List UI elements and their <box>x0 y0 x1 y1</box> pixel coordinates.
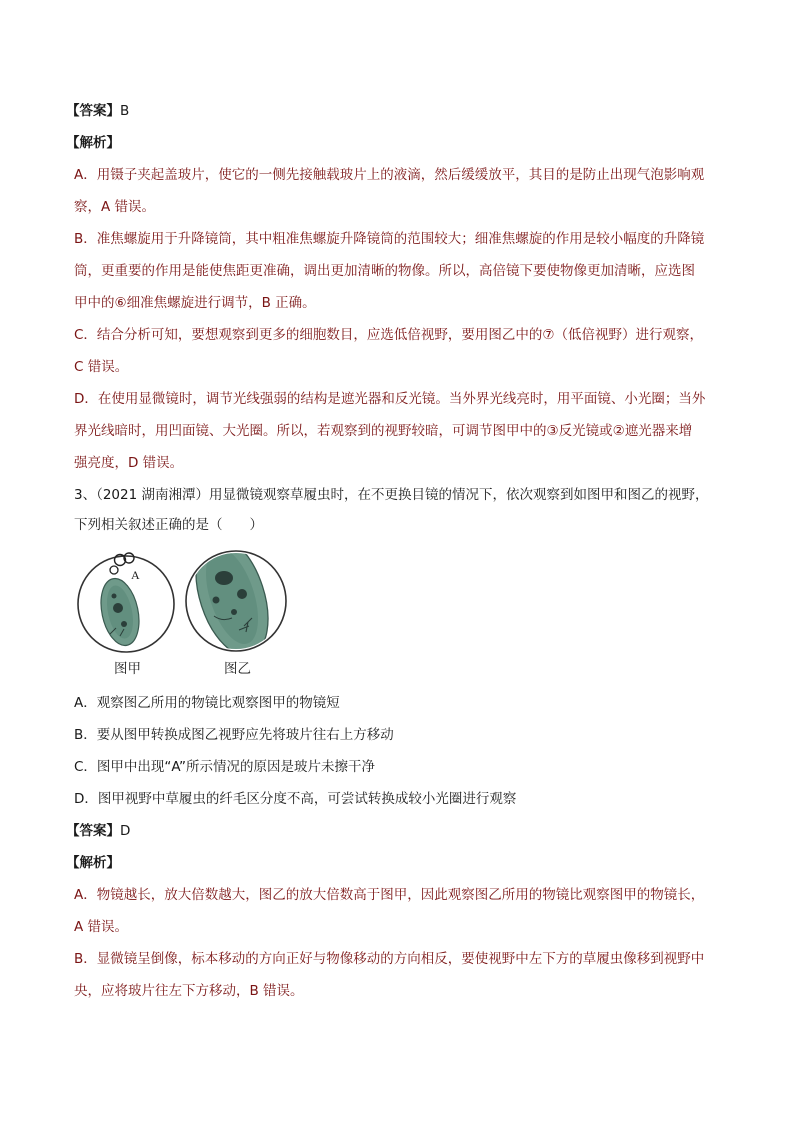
analysis-label-2: 【解析】 <box>66 855 120 871</box>
answer-tag: 【答案】 <box>66 823 120 839</box>
analysis-a-line2: 察，A 错误。 <box>74 199 156 215</box>
analysis-c-line1: C．结合分析可知，要想观察到更多的细胞数目，应选低倍视野，要用图乙中的⑦（低倍视野）进行观察， <box>74 327 704 343</box>
answer-label-2 <box>66 821 130 841</box>
option-a: A．观察图乙所用的物镜比观察图甲的物镜短 <box>74 695 340 711</box>
answer-label-1 <box>66 101 129 121</box>
question-3-line1: 3、（2021 湖南湘潭）用显微镜观察草履虫时，在不更换目镜的情况下，依次观察到如图甲和图乙的视野， <box>74 487 709 503</box>
paramecium-figure <box>74 546 294 681</box>
label-a: A <box>131 568 140 582</box>
question-3-line2: 下列相关叙述正确的是（ ） <box>74 517 263 533</box>
caption-jia: 图甲 <box>114 661 141 677</box>
analysis2-b-line1: B．显微镜呈倒像，标本移动的方向正好与物像移动的方向相反，要使视野中左下方的草履虫像移到视野中 <box>74 951 705 967</box>
answer-tag: 【答案】 <box>66 103 120 119</box>
option-b: B．要从图甲转换成图乙视野应先将玻片往右上方移动 <box>74 727 394 743</box>
analysis-label-1: 【解析】 <box>66 135 120 151</box>
analysis-b-line1: B．准焦螺旋用于升降镜筒，其中粗准焦螺旋升降镜筒的范围较大；细准焦螺旋的作用是较小幅度的升降镜 <box>74 231 705 247</box>
analysis-c-line2: C 错误。 <box>74 359 129 375</box>
analysis2-b-line2: 央，应将玻片往左下方移动，B 错误。 <box>74 983 304 999</box>
analysis2-a-line2: A 错误。 <box>74 919 129 935</box>
view-yi <box>182 546 286 665</box>
answer-value: D <box>120 823 131 839</box>
answer-value: B <box>120 103 130 119</box>
option-d: D．图甲视野中草履虫的纤毛区分度不高，可尝试转换成较小光圈进行观察 <box>74 791 517 807</box>
analysis-d-line2: 界光线暗时，用凹面镜、大光圈。所以，若观察到的视野较暗，可调节图甲中的③反光镜或②遮光器来增 <box>74 423 693 439</box>
analysis-d-line1: D．在使用显微镜时，调节光线强弱的结构是遮光器和反光镜。当外界光线亮时，用平面镜、小光圈；当外 <box>74 391 706 407</box>
analysis-b-line3: 甲中的⑥细准焦螺旋进行调节，B 正确。 <box>74 295 316 311</box>
analysis2-a-line1: A．物镜越长，放大倍数越大，图乙的放大倍数高于图甲，因此观察图乙所用的物镜比观察图甲的物镜长， <box>74 887 705 903</box>
microscope-views-illustration <box>74 546 294 681</box>
view-jia <box>78 553 174 652</box>
analysis-d-line3: 强亮度，D 错误。 <box>74 455 184 471</box>
option-c: C．图甲中出现“A”所示情况的原因是玻片未擦干净 <box>74 759 375 775</box>
analysis-b-line2: 筒，更重要的作用是能使焦距更准确，调出更加清晰的物像。所以，高倍镜下要使物像更加清晰，应选图 <box>74 263 695 279</box>
analysis-a-line1: A．用镊子夹起盖玻片，使它的一侧先接触载玻片上的液滴，然后缓缓放平，其目的是防止出现气泡影响观 <box>74 167 705 183</box>
caption-yi: 图乙 <box>224 661 251 677</box>
